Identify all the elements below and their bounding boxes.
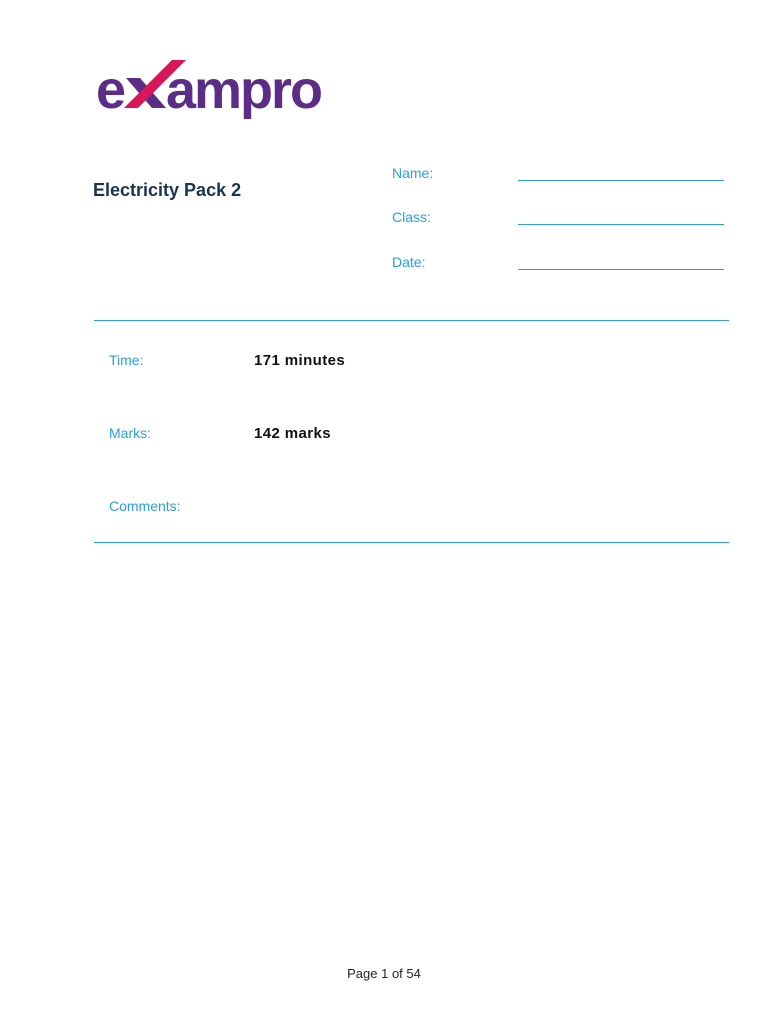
date-field[interactable] bbox=[518, 269, 724, 270]
exampro-logo bbox=[96, 56, 372, 124]
time-value: 171 minutes bbox=[254, 352, 346, 369]
page-number: Page 1 of 54 bbox=[347, 966, 421, 981]
name-field[interactable] bbox=[518, 180, 724, 181]
svg-text:e: e bbox=[96, 60, 125, 120]
top-divider bbox=[94, 320, 729, 321]
time-label: Time: bbox=[109, 352, 144, 368]
marks-label: Marks: bbox=[109, 425, 151, 441]
date-label: Date: bbox=[392, 254, 426, 270]
svg-text:ampro: ampro bbox=[166, 60, 322, 120]
marks-value: 142 marks bbox=[254, 425, 331, 442]
name-label: Name: bbox=[392, 165, 434, 181]
class-label: Class: bbox=[392, 209, 431, 225]
document-title: Electricity Pack 2 bbox=[93, 180, 242, 200]
class-field[interactable] bbox=[518, 224, 724, 225]
bottom-divider bbox=[94, 542, 729, 543]
comments-label: Comments: bbox=[109, 498, 181, 514]
